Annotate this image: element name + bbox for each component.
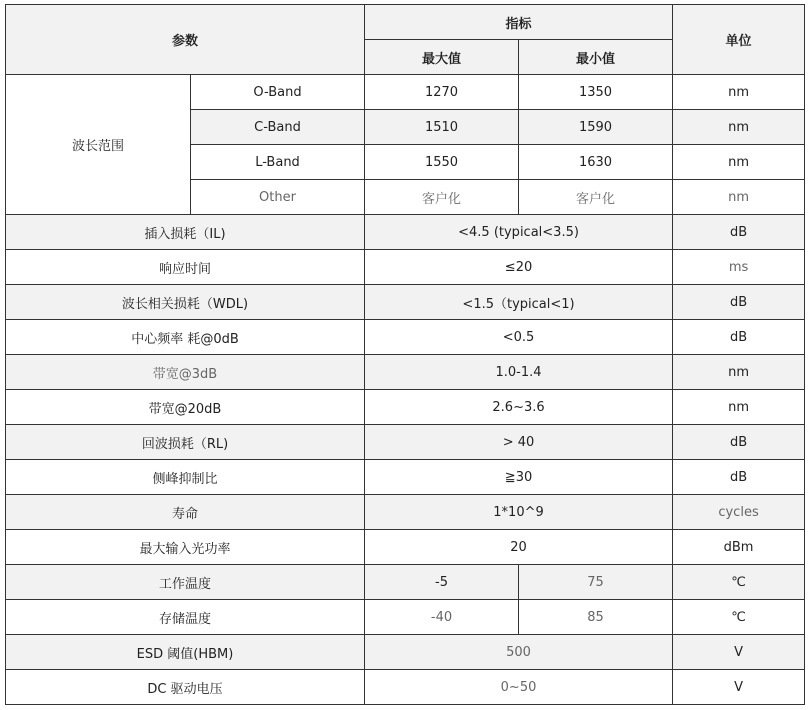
param-label: 带宽@3dB (6, 355, 365, 390)
param-unit: dB (673, 285, 805, 320)
band-max: 1510 (365, 110, 519, 145)
param-unit: V (673, 635, 805, 670)
temp-label: 工作温度 (6, 565, 365, 600)
band-min: 客户化 (519, 180, 673, 215)
temp-min: 85 (519, 600, 673, 635)
param-label: DC 驱动电压 (6, 670, 365, 705)
param-value: 500 (365, 635, 673, 670)
param-unit: dB (673, 425, 805, 460)
temp-unit: ℃ (673, 565, 805, 600)
param-value: 2.6~3.6 (365, 390, 673, 425)
table-row (6, 670, 805, 705)
band-name: O-Band (191, 75, 365, 110)
band-name: L-Band (191, 145, 365, 180)
param-label: ESD 阈值(HBM) (6, 635, 365, 670)
param-unit: dBm (673, 530, 805, 565)
param-label: 寿命 (6, 495, 365, 530)
param-label: 响应时间 (6, 250, 365, 285)
band-unit: nm (673, 180, 805, 215)
param-value: 1*10^9 (365, 495, 673, 530)
param-value: 20 (365, 530, 673, 565)
param-value: 1.0-1.4 (365, 355, 673, 390)
band-unit: nm (673, 145, 805, 180)
param-value: ≤20 (365, 250, 673, 285)
band-min: 1630 (519, 145, 673, 180)
temp-unit: ℃ (673, 600, 805, 635)
header-unit: 单位 (673, 5, 805, 75)
table-row (6, 425, 805, 460)
temp-max: -40 (365, 600, 519, 635)
header-max: 最大值 (365, 40, 519, 75)
param-value: > 40 (365, 425, 673, 460)
param-unit: nm (673, 355, 805, 390)
band-max: 1270 (365, 75, 519, 110)
table-row (6, 250, 805, 285)
band-unit: nm (673, 75, 805, 110)
table-row (6, 495, 805, 530)
band-name: Other (191, 180, 365, 215)
param-value: <4.5 (typical<3.5) (365, 215, 673, 250)
param-label: 带宽@20dB (6, 390, 365, 425)
band-name: C-Band (191, 110, 365, 145)
param-label: 波长相关损耗（WDL) (6, 285, 365, 320)
table-row (6, 635, 805, 670)
param-unit: dB (673, 320, 805, 355)
table-row (6, 460, 805, 495)
header-row-1 (6, 5, 805, 40)
table-row (6, 530, 805, 565)
spec-table (5, 4, 805, 705)
param-unit: V (673, 670, 805, 705)
table-row (6, 600, 805, 635)
wavelength-label: 波长范围 (6, 75, 191, 215)
param-label: 中心频率 耗@0dB (6, 320, 365, 355)
param-value: ≧30 (365, 460, 673, 495)
table-row (6, 390, 805, 425)
param-unit: cycles (673, 495, 805, 530)
band-unit: nm (673, 110, 805, 145)
table-row (6, 320, 805, 355)
param-value: 0~50 (365, 670, 673, 705)
param-unit: dB (673, 215, 805, 250)
table-row (6, 285, 805, 320)
param-value: <0.5 (365, 320, 673, 355)
band-max: 客户化 (365, 180, 519, 215)
band-max: 1550 (365, 145, 519, 180)
table-row (6, 565, 805, 600)
table-row (6, 355, 805, 390)
temp-min: 75 (519, 565, 673, 600)
band-min: 1590 (519, 110, 673, 145)
header-spec: 指标 (365, 5, 673, 40)
param-value: <1.5（typical<1) (365, 285, 673, 320)
temp-label: 存储温度 (6, 600, 365, 635)
header-min: 最小值 (519, 40, 673, 75)
param-label: 插入损耗（IL) (6, 215, 365, 250)
param-label: 最大输入光功率 (6, 530, 365, 565)
temp-max: -5 (365, 565, 519, 600)
param-label: 回波损耗（RL) (6, 425, 365, 460)
table-row (6, 75, 805, 110)
table-row (6, 215, 805, 250)
header-param: 参数 (6, 5, 365, 75)
param-unit: dB (673, 460, 805, 495)
param-label: 侧峰抑制比 (6, 460, 365, 495)
param-unit: nm (673, 390, 805, 425)
param-unit: ms (673, 250, 805, 285)
band-min: 1350 (519, 75, 673, 110)
